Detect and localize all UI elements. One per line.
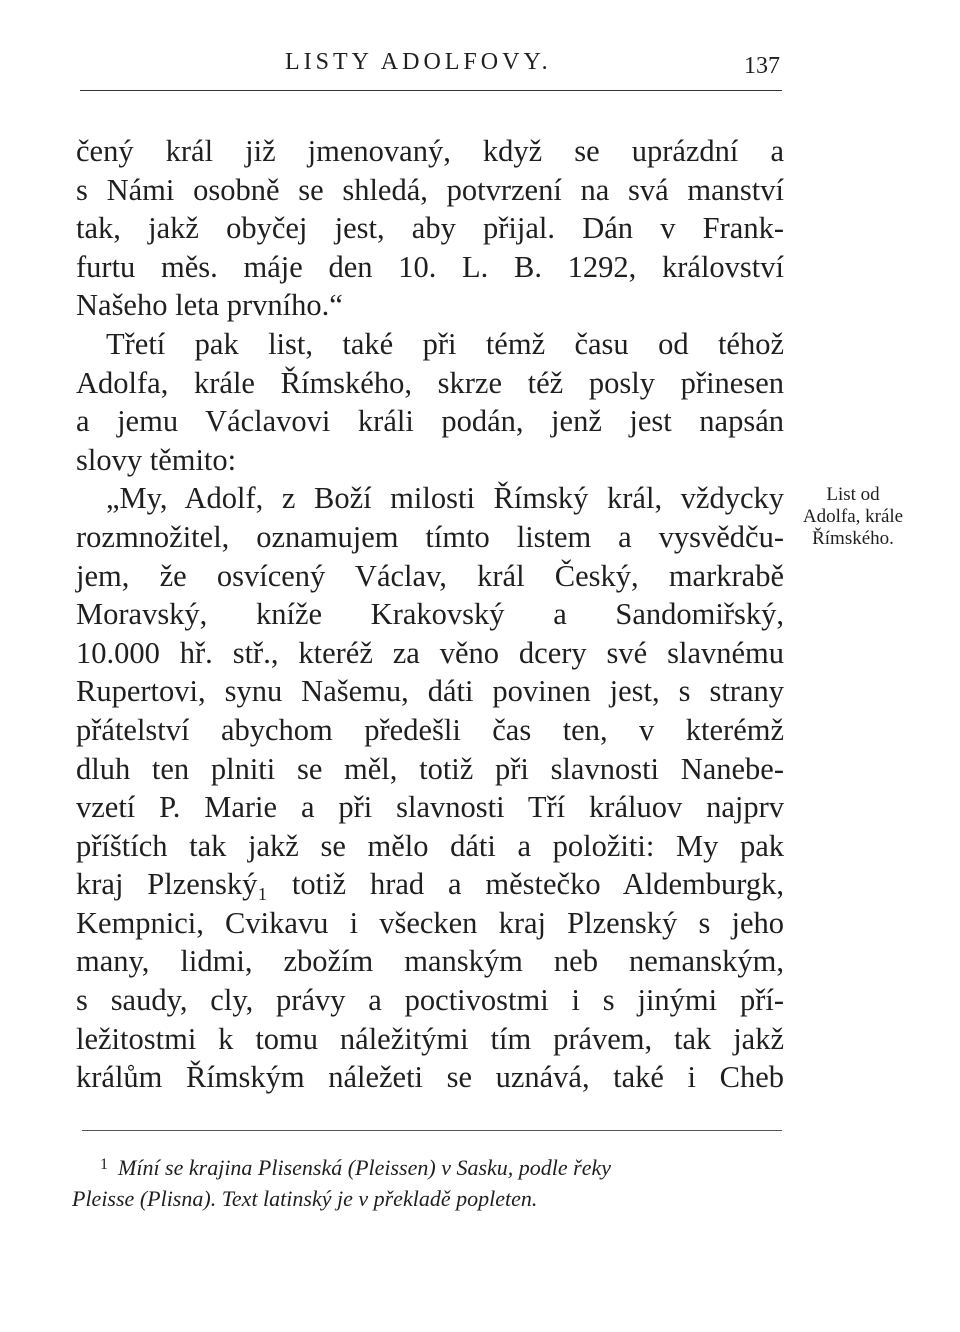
footnote-text: Míní se krajina Plisenská (Pleissen) v Sasku, podle řeky	[118, 1155, 612, 1180]
text-line: rozmnožitel, oznamujem tímto listem a vysvědču-	[76, 519, 784, 554]
text-line: Moravský, kníže Krakovský a Sandomiřský,	[76, 597, 784, 632]
running-title: LISTY ADOLFOVY.	[285, 49, 552, 75]
body-text	[76, 132, 784, 1097]
header-rule	[80, 90, 782, 91]
text-line: Adolfa, krále Římského, skrze též posly přinesen	[76, 365, 784, 400]
text-line: Našeho leta prvního.“	[76, 288, 343, 323]
margin-note	[788, 484, 918, 550]
text-line: tak, jakž obyčej jest, aby přijal. Dán v Frank-	[76, 211, 784, 246]
footnote-marker: 1	[100, 1156, 108, 1173]
margin-note-line: List od	[826, 484, 880, 505]
text-line: 10.000 hř. stř., kteréž za věno dcery své slavnému	[76, 635, 784, 670]
text-line: dluh ten plniti se měl, totiž při slavnosti Nanebe-	[76, 751, 784, 786]
text-line: jem, že osvícený Václav, král Český, markrabě	[76, 558, 784, 593]
footnote-rule	[82, 1130, 782, 1131]
text-line: kraj Plzenský₁ totiž hrad a městečko Aldemburgk,	[76, 867, 784, 902]
margin-note-line: Adolfa, krále	[802, 506, 904, 527]
text-line: Třetí pak list, také při témž času od téhož	[106, 326, 784, 361]
text-line: s saudy, cly, právy a poctivostmi i s jinými pří-	[76, 983, 784, 1018]
text-line: králům Římským náležeti se uznává, také i Cheb	[76, 1060, 784, 1095]
page-number: 137	[744, 53, 780, 79]
text-line: příštích tak jakž se mělo dáti a položiti: My pak	[76, 828, 784, 863]
text-line: Kempnici, Cvikavu i všecken kraj Plzenský s jeho	[76, 905, 784, 940]
text-line: many, lidmi, zbožím manským neb nemanským,	[76, 944, 784, 979]
text-line: slovy těmito:	[76, 442, 237, 477]
text-line: furtu měs. máje den 10. L. B. 1292, království	[76, 249, 784, 284]
text-line: Rupertovi, synu Našemu, dáti povinen jest, s strany	[76, 674, 784, 709]
footnote	[72, 1148, 784, 1216]
text-line: ležitostmi k tomu náležitými tím právem, tak jakž	[76, 1021, 784, 1056]
footnote-line	[72, 1148, 784, 1182]
text-line: čený král již jmenovaný, když se uprázdní a	[76, 134, 784, 168]
text-line: přátelství abychom předešli čas ten, v kterémž	[76, 712, 784, 747]
text-line: s Námi osobně se shledá, potvrzení na svá manství	[76, 172, 784, 207]
text-line: „My, Adolf, z Boží milosti Římský král, vždycky	[106, 481, 784, 516]
text-line: a jemu Václavovi králi podán, jenž jest napsán	[76, 404, 784, 439]
running-head	[80, 45, 782, 85]
footnote-line: Pleisse (Plisna). Text latinský je v překladě popleten.	[72, 1186, 538, 1211]
text-line: vzetí P. Marie a při slavnosti Tří králuov najprv	[76, 790, 784, 825]
margin-note-line: Římského.	[812, 528, 894, 549]
